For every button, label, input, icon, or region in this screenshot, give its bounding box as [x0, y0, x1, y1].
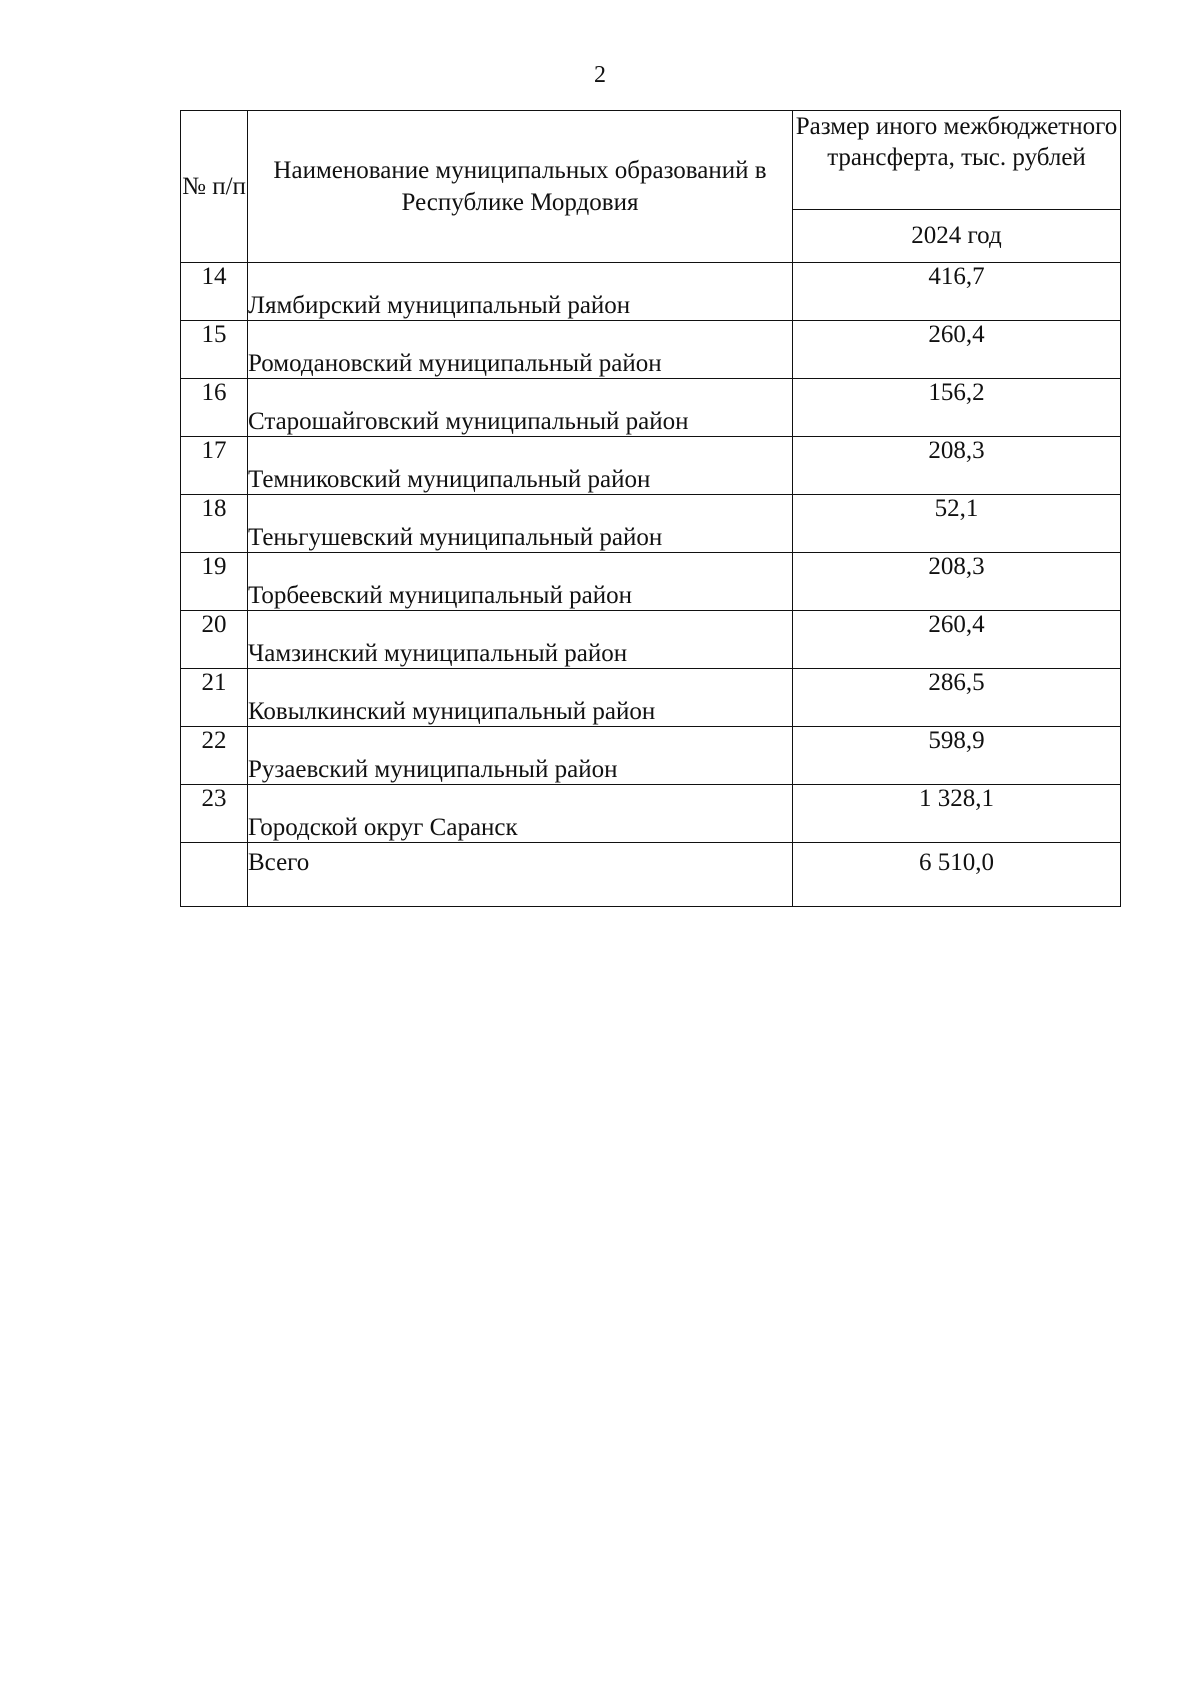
header-year: 2024 год — [793, 210, 1121, 263]
row-num: 21 — [181, 669, 248, 727]
table-row — [181, 321, 1121, 379]
row-name: Рузаевский муниципальный район — [248, 727, 793, 785]
row-num: 22 — [181, 727, 248, 785]
row-value: 52,1 — [793, 495, 1121, 553]
row-value: 416,7 — [793, 263, 1121, 321]
row-name: Темниковский муниципальный район — [248, 437, 793, 495]
row-value: 156,2 — [793, 379, 1121, 437]
row-name: Лямбирский муниципальный район — [248, 263, 793, 321]
header-value: Размер иного межбюджетного трансферта, тыс. рублей — [793, 111, 1121, 210]
table-row — [181, 727, 1121, 785]
row-value: 286,5 — [793, 669, 1121, 727]
row-num: 16 — [181, 379, 248, 437]
row-value: 598,9 — [793, 727, 1121, 785]
table-header-row — [181, 111, 1121, 210]
table-row — [181, 553, 1121, 611]
row-num: 19 — [181, 553, 248, 611]
transfer-table — [180, 110, 1121, 907]
row-name: Теньгушевский муниципальный район — [248, 495, 793, 553]
header-name: Наименование муниципальных образований в Республике Мордовия — [248, 111, 793, 263]
row-value: 260,4 — [793, 321, 1121, 379]
page-number: 2 — [594, 62, 606, 88]
table-row — [181, 785, 1121, 843]
row-value: 208,3 — [793, 553, 1121, 611]
row-num: 15 — [181, 321, 248, 379]
row-value: 260,4 — [793, 611, 1121, 669]
total-num — [181, 843, 248, 907]
total-value: 6 510,0 — [793, 843, 1121, 907]
header-num: № п/п — [181, 111, 248, 263]
row-name: Торбеевский муниципальный район — [248, 553, 793, 611]
table-row — [181, 611, 1121, 669]
row-value: 1 328,1 — [793, 785, 1121, 843]
row-num: 14 — [181, 263, 248, 321]
row-name: Ромодановский муниципальный район — [248, 321, 793, 379]
row-name: Старошайговский муниципальный район — [248, 379, 793, 437]
table-row — [181, 379, 1121, 437]
row-num: 20 — [181, 611, 248, 669]
row-num: 18 — [181, 495, 248, 553]
table-row — [181, 263, 1121, 321]
row-name: Чамзинский муниципальный район — [248, 611, 793, 669]
table-row — [181, 437, 1121, 495]
table-row — [181, 669, 1121, 727]
row-num: 17 — [181, 437, 248, 495]
row-num: 23 — [181, 785, 248, 843]
total-label: Всего — [248, 843, 793, 907]
table-total-row — [181, 843, 1121, 907]
row-name: Городской округ Саранск — [248, 785, 793, 843]
table-row — [181, 495, 1121, 553]
row-name: Ковылкинский муниципальный район — [248, 669, 793, 727]
row-value: 208,3 — [793, 437, 1121, 495]
